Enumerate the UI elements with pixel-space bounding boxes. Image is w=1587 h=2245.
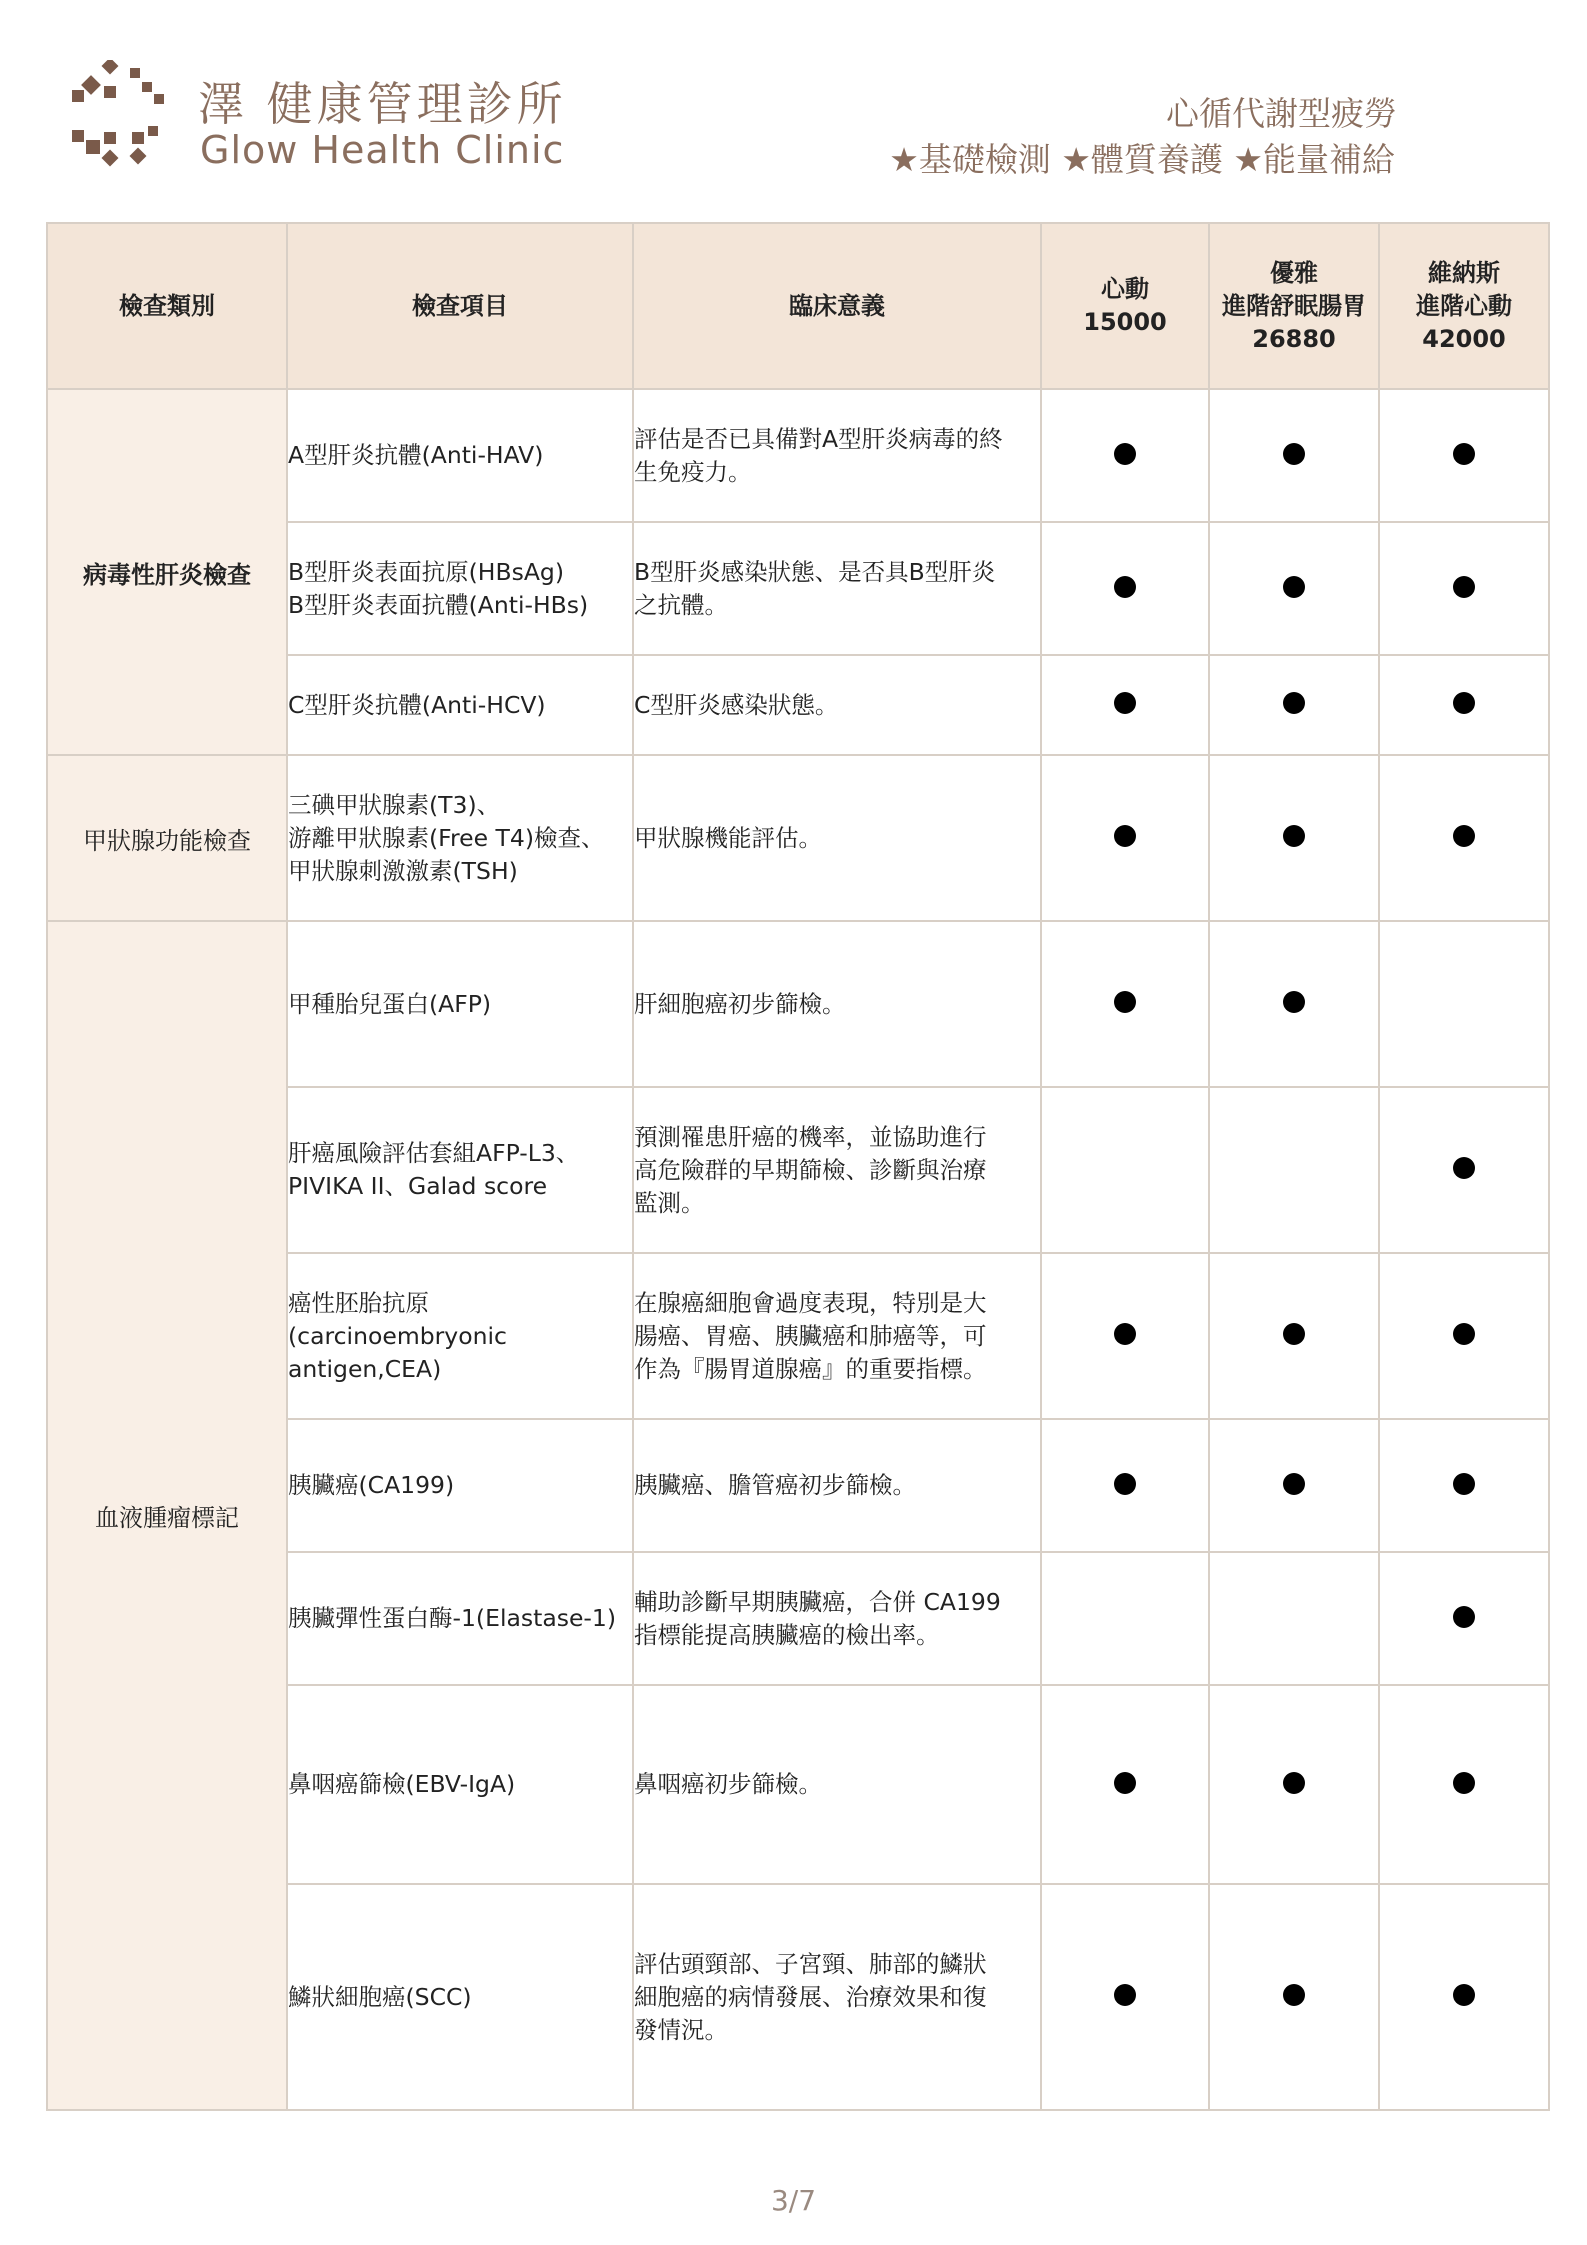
included-dot-icon bbox=[1283, 991, 1305, 1013]
included-dot-icon bbox=[1453, 1473, 1475, 1495]
plan2-cell bbox=[1209, 1552, 1379, 1685]
header-plan-2: 優雅 進階舒眠腸胃 26880 bbox=[1209, 223, 1379, 389]
meaning-cell: 鼻咽癌初步篩檢。 bbox=[633, 1685, 1041, 1884]
plan3-cell bbox=[1379, 1087, 1549, 1253]
table-row bbox=[47, 389, 1549, 522]
meaning-cell: 胰臟癌、膽管癌初步篩檢。 bbox=[633, 1419, 1041, 1552]
plan2-cell bbox=[1209, 1253, 1379, 1419]
included-dot-icon bbox=[1453, 1772, 1475, 1794]
plan1-cell bbox=[1041, 1253, 1209, 1419]
item-cell: C型肝炎抗體(Anti-HCV) bbox=[287, 655, 633, 755]
included-dot-icon bbox=[1283, 1473, 1305, 1495]
included-dot-icon bbox=[1283, 443, 1305, 465]
exam-table bbox=[46, 222, 1550, 2111]
included-dot-icon bbox=[1114, 1772, 1136, 1794]
plan3-cell bbox=[1379, 921, 1549, 1087]
plan3-cell bbox=[1379, 1552, 1549, 1685]
included-dot-icon bbox=[1453, 692, 1475, 714]
plan2-cell bbox=[1209, 522, 1379, 655]
plan1-cell bbox=[1041, 389, 1209, 522]
plan2-cell bbox=[1209, 655, 1379, 755]
plan1-cell bbox=[1041, 1419, 1209, 1552]
plan2-cell bbox=[1209, 1087, 1379, 1253]
included-dot-icon bbox=[1114, 443, 1136, 465]
item-cell: A型肝炎抗體(Anti-HAV) bbox=[287, 389, 633, 522]
page-number: 3/7 bbox=[770, 2184, 817, 2217]
included-dot-icon bbox=[1453, 576, 1475, 598]
plan2-cell bbox=[1209, 1685, 1379, 1884]
included-dot-icon bbox=[1283, 576, 1305, 598]
plan3-cell bbox=[1379, 1419, 1549, 1552]
header-plan-3: 維納斯 進階心動 42000 bbox=[1379, 223, 1549, 389]
header-meaning: 臨床意義 bbox=[633, 223, 1041, 389]
plan1-cell bbox=[1041, 522, 1209, 655]
item-cell: 鼻咽癌篩檢(EBV-IgA) bbox=[287, 1685, 633, 1884]
header-plan-1: 心動 15000 bbox=[1041, 223, 1209, 389]
meaning-cell: 評估頭頸部、子宮頸、肺部的鱗狀 細胞癌的病情發展、治療效果和復 發情況。 bbox=[633, 1884, 1041, 2110]
included-dot-icon bbox=[1283, 692, 1305, 714]
included-dot-icon bbox=[1114, 1473, 1136, 1495]
included-dot-icon bbox=[1453, 443, 1475, 465]
plan2-cell bbox=[1209, 1419, 1379, 1552]
meaning-cell: 輔助診斷早期胰臟癌，合併 CA199 指標能提高胰臟癌的檢出率。 bbox=[633, 1552, 1041, 1685]
meaning-cell: 肝細胞癌初步篩檢。 bbox=[633, 921, 1041, 1087]
included-dot-icon bbox=[1283, 1323, 1305, 1345]
item-cell: 甲種胎兒蛋白(AFP) bbox=[287, 921, 633, 1087]
package-tagline: ★基礎檢測 ★體質養護 ★能量補給 bbox=[889, 140, 1395, 179]
plan2-cell bbox=[1209, 389, 1379, 522]
category-cell: 病毒性肝炎檢查 bbox=[47, 389, 287, 755]
included-dot-icon bbox=[1283, 1772, 1305, 1794]
meaning-cell: 預測罹患肝癌的機率，並協助進行 高危險群的早期篩檢、診斷與治療 監測。 bbox=[633, 1087, 1041, 1253]
plan1-cell bbox=[1041, 755, 1209, 921]
plan3-cell bbox=[1379, 1253, 1549, 1419]
meaning-cell: 評估是否已具備對A型肝炎病毒的終 生免疫力。 bbox=[633, 389, 1041, 522]
header-item: 檢查項目 bbox=[287, 223, 633, 389]
included-dot-icon bbox=[1453, 825, 1475, 847]
meaning-cell: 甲狀腺機能評估。 bbox=[633, 755, 1041, 921]
category-cell: 血液腫瘤標記 bbox=[47, 921, 287, 2110]
item-cell: 胰臟癌(CA199) bbox=[287, 1419, 633, 1552]
page-header bbox=[0, 0, 1587, 220]
plan3-cell bbox=[1379, 1884, 1549, 2110]
item-cell: 肝癌風險評估套組AFP-L3、 PIVIKA II、Galad score bbox=[287, 1087, 633, 1253]
plan1-cell bbox=[1041, 1087, 1209, 1253]
item-cell: 胰臟彈性蛋白酶-1(Elastase-1) bbox=[287, 1552, 633, 1685]
included-dot-icon bbox=[1453, 1984, 1475, 2006]
included-dot-icon bbox=[1283, 1984, 1305, 2006]
included-dot-icon bbox=[1453, 1157, 1475, 1179]
included-dot-icon bbox=[1283, 825, 1305, 847]
plan3-cell bbox=[1379, 522, 1549, 655]
item-cell: 鱗狀細胞癌(SCC) bbox=[287, 1884, 633, 2110]
plan2-cell bbox=[1209, 755, 1379, 921]
included-dot-icon bbox=[1114, 825, 1136, 847]
plan3-cell bbox=[1379, 755, 1549, 921]
included-dot-icon bbox=[1114, 991, 1136, 1013]
plan1-cell bbox=[1041, 1884, 1209, 2110]
category-cell: 甲狀腺功能檢查 bbox=[47, 755, 287, 921]
item-cell: 三碘甲狀腺素(T3)、 游離甲狀腺素(Free T4)檢查、 甲狀腺刺激激素(TSH) bbox=[287, 755, 633, 921]
plan2-cell bbox=[1209, 921, 1379, 1087]
table-row bbox=[47, 755, 1549, 921]
included-dot-icon bbox=[1114, 692, 1136, 714]
item-cell: 癌性胚胎抗原 (carcinoembryonic antigen,CEA) bbox=[287, 1253, 633, 1419]
plan3-cell bbox=[1379, 389, 1549, 522]
item-cell: B型肝炎表面抗原(HBsAg) B型肝炎表面抗體(Anti-HBs) bbox=[287, 522, 633, 655]
included-dot-icon bbox=[1453, 1323, 1475, 1345]
included-dot-icon bbox=[1453, 1606, 1475, 1628]
plan1-cell bbox=[1041, 1685, 1209, 1884]
package-title: 心循代謝型疲勞 bbox=[1166, 94, 1397, 133]
header-category: 檢查類別 bbox=[47, 223, 287, 389]
plan1-cell bbox=[1041, 655, 1209, 755]
included-dot-icon bbox=[1114, 1984, 1136, 2006]
included-dot-icon bbox=[1114, 576, 1136, 598]
plan2-cell bbox=[1209, 1884, 1379, 2110]
brand-name-cn: 澤 健康管理診所 bbox=[198, 77, 567, 131]
plan1-cell bbox=[1041, 1552, 1209, 1685]
brand-name-en: Glow Health Clinic bbox=[200, 128, 565, 172]
plan3-cell bbox=[1379, 655, 1549, 755]
table-row bbox=[47, 921, 1549, 1087]
included-dot-icon bbox=[1114, 1323, 1136, 1345]
plan3-cell bbox=[1379, 1685, 1549, 1884]
meaning-cell: B型肝炎感染狀態、是否具B型肝炎 之抗體。 bbox=[633, 522, 1041, 655]
meaning-cell: 在腺癌細胞會過度表現，特別是大 腸癌、胃癌、胰臟癌和肺癌等，可 作為『腸胃道腺癌』的重要指標。 bbox=[633, 1253, 1041, 1419]
table-header-row bbox=[47, 223, 1549, 389]
plan1-cell bbox=[1041, 921, 1209, 1087]
clinic-logo-icon bbox=[72, 60, 172, 178]
meaning-cell: C型肝炎感染狀態。 bbox=[633, 655, 1041, 755]
